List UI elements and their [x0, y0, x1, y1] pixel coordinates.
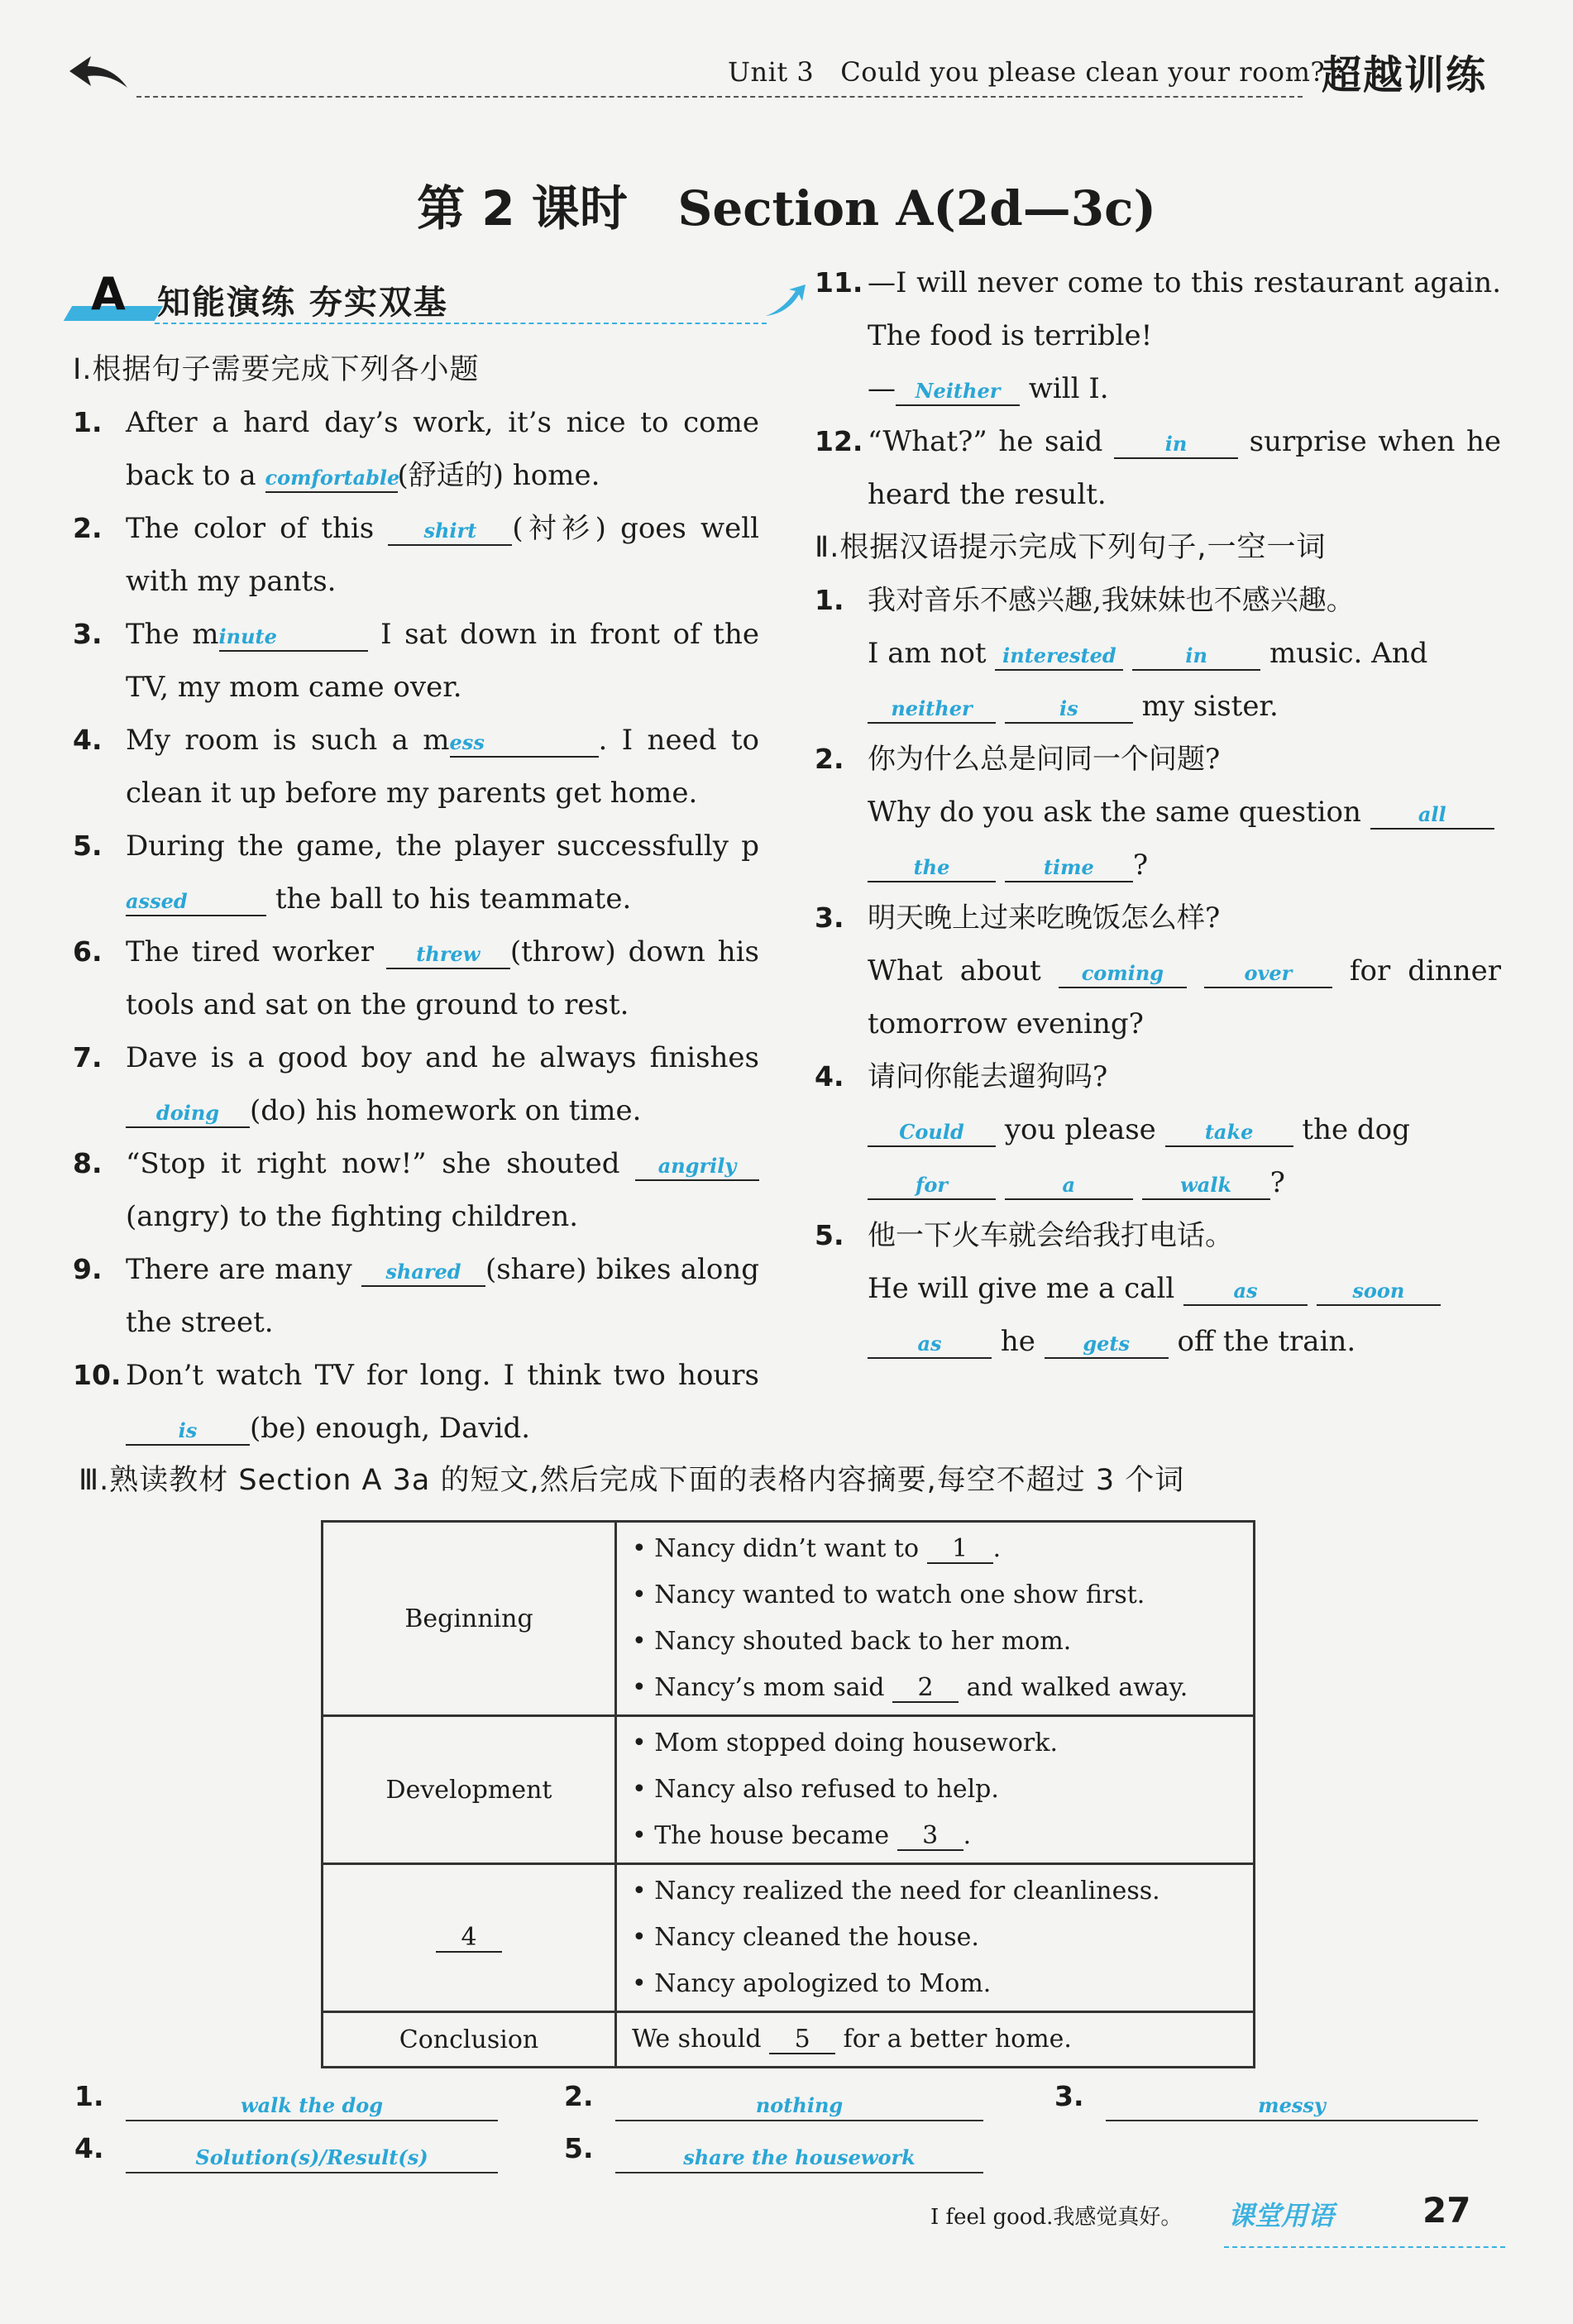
answer-blank[interactable]: inute [219, 620, 368, 652]
answer-blank[interactable]: a [1005, 1169, 1133, 1200]
answer-blank[interactable]: take [1165, 1116, 1293, 1147]
answer-blank[interactable]: assed [126, 885, 266, 916]
translation-item: 5. 他一下火车就会给我打电话。 He will give me a call as soon as he gets off the train. [815, 1209, 1501, 1368]
answer-blank[interactable]: for [868, 1169, 996, 1200]
answer-blank[interactable]: is [126, 1414, 250, 1446]
left-column [73, 343, 759, 1455]
answer-blank[interactable]: neither [868, 692, 996, 724]
part1-heading: Ⅰ.根据句子需要完成下列各小题 [73, 353, 480, 386]
section-heading [68, 268, 754, 331]
question: 8. “Stop it right now!” she shouted angrily(angry) to the fighting children. [73, 1137, 759, 1243]
question: 6. The tired worker threw (throw) down his tools and sat on the ground to rest. [73, 935, 759, 1021]
page-number: 27 [1422, 2190, 1471, 2231]
footer-phrase: I feel good.我感觉真好。 [930, 2205, 1183, 2230]
table-blank[interactable]: 1 [927, 1535, 993, 1564]
answer-blank[interactable]: shared [361, 1255, 485, 1287]
row-content: • Nancy didn’t want to 1 . • Nancy wanted to watch one show first. • Nancy shouted back to her mom. • Nancy’s mom said 2 and walked away. [616, 1522, 1255, 1716]
question: 2. The color of this shirt (衬衫) goes well with my pants. [73, 512, 759, 598]
question: 5. During the game, the player successfully passed the ball to his teammate. [73, 830, 759, 916]
brand-title: 超越训练 [1322, 52, 1488, 98]
question: 1. After a hard day’s work, it’s nice to come back to a comfortable(舒适的) home. [73, 406, 759, 492]
summary-table [321, 1520, 1255, 2068]
question: 12. “What?” he said in surprise when he heard the result. [815, 425, 1501, 511]
row-label: Conclusion [323, 2012, 616, 2068]
unit-heading: Unit 3 Could you please clean your room? [728, 56, 1326, 88]
workbook-page: Unit 3 Could you please clean your room? 超越训练 第 2 课时 Section A(2d—3c) A 知能演练 夯实双基 Ⅰ.根据句子需要完成下列各小题 1. After a hard day’s work, it’s nice to come back to a comfortable(舒适的) home. 2. The color of this shirt (衬衫) goes well with my pants. 3. The minute I sat down in front of the TV, my mom came over. 4. My room is such a mess . I need to clean it up before my parents get home. 5. During the game, the player successfully passed the ball to his teammate. 6. The tired worker threw (throw) down his tools and sat on the ground to rest. 7. Dave is a good boy and he always finishes doing (do) his homework on time. 8. “Stop it right now!” she shouted angrily(angry) to the fighting children. 9. There are many shared (share) bikes along the street. 10. Don’t watch TV for long. I think two hours is (be) enough, David. 11. —I will never come to this restaurant again. The food is terrible! — Neither will I. 12. “What?” he said in surprise when he heard the result. Ⅱ.根据汉语提示完成下列句子,一空一词 1. 我对音乐不感兴趣,我妹妹也不感兴趣。 I am not interested in music. And neither is my sister. 2. 你为什么总是问同一个问题? Why do you ask the same question all the time ? 3. 明天晚上过来吃晚饭怎么样? What about coming over for dinner tomorrow evening? 4. 请问你能去遛狗吗? Could you please take the dog for a walk ? 5. 他一下火车就会给我打电话。 He will give me a call as soon as he gets off the train. Ⅲ.熟读教材 Section A 3a 的短文,然后完成下面的表格内容摘要,每空不超过 3 个词 Beginning • Nancy didn’t want to 1 . • Nancy wanted to watch one show first. • Nancy shouted back to her mom. • Nancy’s mom said 2 and walked away. Development • Mom stopped doing housework. • Nancy also refused to help. • The house became 3 . 4 • Nancy realized the need for cleanliness. • Nancy cleaned the house. • Nancy apologized to Mom. Conclusion We should 5 for a better home. 1. walk the dog 2. nothing 3. messy 4. Solution(s)/Result(s) 5. share the housework I feel good.我感觉真好。 课堂用语 27 [0, 0, 1573, 2324]
answer-blank[interactable]: doing [126, 1097, 250, 1128]
table-blank[interactable]: 3 [897, 1822, 963, 1851]
part3-heading: Ⅲ.熟读教材 Section A 3a 的短文,然后完成下面的表格内容摘要,每空不超过 3 个词 [79, 1464, 1185, 1497]
row-content: • Nancy realized the need for cleanliness. • Nancy cleaned the house. • Nancy apologized to Mom. [616, 1864, 1255, 2012]
answer-blank[interactable]: Could [868, 1116, 996, 1147]
footer-label: 课堂用语 [1228, 2200, 1335, 2231]
answer-blank[interactable]: in [1114, 428, 1238, 459]
row-label: Beginning [323, 1522, 616, 1716]
table-row [323, 1522, 1255, 1716]
answer-blank[interactable]: soon [1317, 1274, 1441, 1306]
answer-blank[interactable]: time [1005, 851, 1133, 882]
row-label: Development [323, 1716, 616, 1864]
answer-blank[interactable]: is [1005, 692, 1133, 724]
answer-blank[interactable]: as [868, 1327, 992, 1359]
translation-item: 3. 明天晚上过来吃晚饭怎么样? What about coming over for dinner tomorrow evening? [815, 901, 1502, 1040]
answer-blank[interactable]: threw [386, 938, 510, 969]
table-row [323, 2012, 1255, 2068]
answer-blank[interactable]: shirt [388, 514, 512, 546]
section-text: 知能演练 夯实双基 [157, 284, 448, 322]
answer-blank[interactable]: angrily [635, 1150, 759, 1181]
answer-blank[interactable]: interested [995, 639, 1123, 671]
question: 11. —I will never come to this restaurant again. The food is terrible! — Neither will I. [815, 266, 1501, 405]
answer-blank[interactable]: ess [450, 726, 599, 758]
page-header [0, 33, 1573, 108]
answer-blank[interactable]: all [1370, 798, 1494, 830]
table-row [323, 1716, 1255, 1864]
row-content: We should 5 for a better home. [616, 2012, 1255, 2068]
answer-blank[interactable]: Neither [896, 375, 1020, 406]
section-badge: A [91, 268, 126, 320]
translation-item: 1. 我对音乐不感兴趣,我妹妹也不感兴趣。 I am not interested in music. And neither is my sister. [815, 584, 1428, 723]
answer-blank[interactable]: in [1132, 639, 1260, 671]
answer-blank[interactable]: gets [1045, 1327, 1169, 1359]
table-blank[interactable]: 4 [436, 1924, 502, 1953]
table-row [323, 1864, 1255, 2012]
translation-item: 2. 你为什么总是问同一个问题? Why do you ask the same question all the time ? [815, 733, 1501, 892]
translation-item: 4. 请问你能去遛狗吗? Could you please take the dog for a walk ? [815, 1060, 1410, 1199]
answer-blank[interactable]: walk [1142, 1169, 1270, 1200]
table-blank[interactable]: 2 [892, 1674, 959, 1703]
right-column [815, 256, 1501, 1368]
part2-heading: Ⅱ.根据汉语提示完成下列句子,一空一词 [815, 531, 1327, 564]
back-arrow-icon [66, 51, 132, 93]
answer-blank[interactable]: the [868, 851, 996, 882]
question: 10. Don’t watch TV for long. I think two hours is (be) enough, David. [73, 1359, 759, 1445]
page-title: 第 2 课时 Section A(2d—3c) [417, 180, 1156, 237]
question: 9. There are many shared (share) bikes along the street. [73, 1253, 759, 1339]
answer-blank[interactable]: over [1204, 957, 1332, 988]
row-label [323, 1864, 616, 2012]
swoosh-arrow-icon [764, 283, 807, 319]
table-blank[interactable]: 5 [769, 2025, 835, 2054]
answer-blank[interactable]: comfortable [265, 461, 398, 493]
question: 7. Dave is a good boy and he always finishes doing (do) his homework on time. [73, 1041, 759, 1127]
question: 3. The minute I sat down in front of the TV, my mom came over. [73, 618, 759, 704]
answer-blank[interactable]: coming [1059, 957, 1187, 988]
answer-blank[interactable]: as [1183, 1274, 1308, 1306]
question: 4. My room is such a mess . I need to clean it up before my parents get home. [73, 724, 759, 810]
row-content: • Mom stopped doing housework. • Nancy also refused to help. • The house became 3 . [616, 1716, 1255, 1864]
